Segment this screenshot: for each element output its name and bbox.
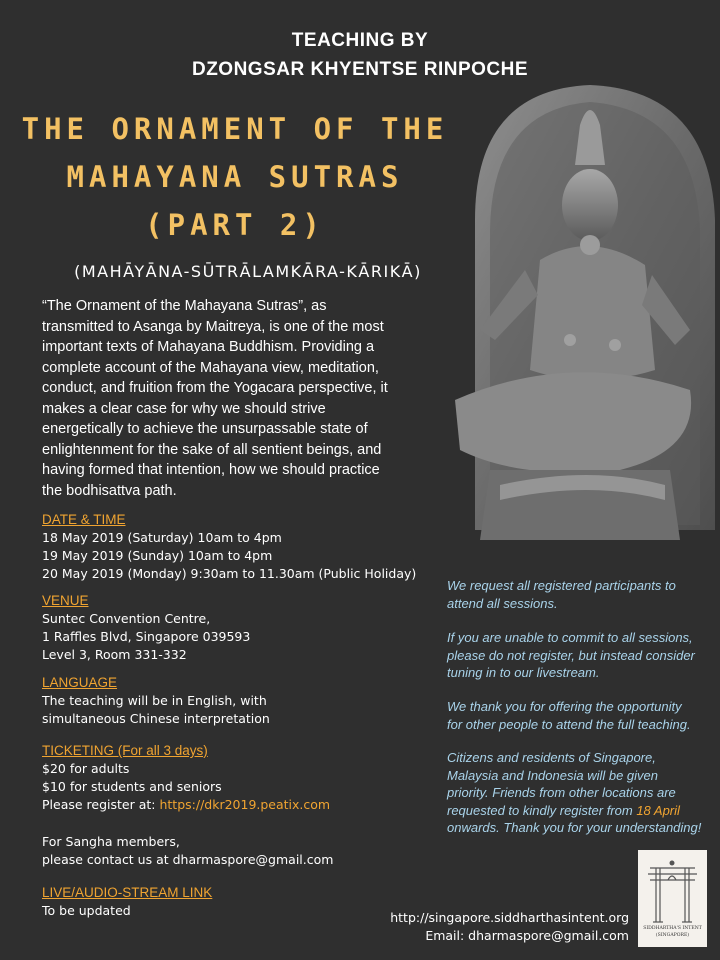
ticket-adults: $20 for adults bbox=[42, 761, 130, 776]
note-priority bbox=[447, 749, 717, 837]
intro-line: enlightenment for the sake of all sentient beings, and bbox=[42, 441, 382, 458]
intro-line: the bodhisattva path. bbox=[42, 482, 177, 499]
note-line: Malaysia and Indonesia will be given bbox=[447, 767, 659, 783]
note-line: tuning in to our livestream. bbox=[447, 665, 600, 680]
note-line: for other people to attend the full teaching. bbox=[447, 716, 691, 732]
note-thanks bbox=[447, 698, 717, 733]
bodhisattva-statue-image bbox=[420, 70, 720, 540]
note-line bbox=[447, 802, 717, 820]
sangha-line-2: please contact us at dharmaspore@gmail.com bbox=[42, 852, 334, 867]
stream-text: To be updated bbox=[42, 903, 131, 918]
header-line-1: TEACHING BY bbox=[291, 30, 429, 51]
intro-line: “The Ornament of the Mahayana Sutras”, as bbox=[42, 298, 327, 314]
intro-line: transmitted to Asanga by Maitreya, is one of the most bbox=[42, 318, 384, 335]
note-line: We thank you for offering the opportunity bbox=[447, 699, 682, 714]
date-line: 19 May 2019 (Sunday) 10am to 4pm bbox=[42, 548, 273, 563]
note-line: If you are unable to commit to all sessions, bbox=[447, 630, 693, 645]
footer-website[interactable]: http://singapore.siddharthasintent.org bbox=[390, 910, 629, 925]
intro-line: complete account of the Mahayana view, meditation, bbox=[42, 359, 379, 376]
note-attendance bbox=[447, 577, 717, 612]
siddharthas-intent-logo bbox=[638, 850, 707, 947]
note-livestream bbox=[447, 629, 717, 682]
note-register-date: 18 April bbox=[636, 802, 680, 818]
sangha-line-1: For Sangha members, bbox=[42, 834, 180, 849]
intro-line: having formed that intention, how we should practice bbox=[42, 462, 380, 478]
date-line: 20 May 2019 (Monday) 9:30am to 11.30am (Public Holiday) bbox=[42, 566, 417, 581]
ticketing-heading: TICKETING (For all 3 days) bbox=[42, 743, 208, 758]
register-link[interactable]: https://dkr2019.peatix.com bbox=[159, 797, 331, 812]
logo-subtext: (SINGAPORE) bbox=[655, 933, 690, 938]
intro-line: important texts of Mahayana Buddhism. Providing a bbox=[42, 339, 375, 355]
date-time-heading: DATE & TIME bbox=[42, 512, 126, 527]
venue-heading: VENUE bbox=[42, 593, 89, 608]
intro-line: conduct, and fruition from the Yogacara perspective, it bbox=[42, 380, 388, 396]
title-line-3: (PART 2) bbox=[145, 208, 325, 242]
intro-line: energetically to achieve the unsurpassable state of bbox=[42, 421, 368, 437]
date-line: 18 May 2019 (Saturday) 10am to 4pm bbox=[42, 530, 282, 545]
register-line bbox=[42, 797, 330, 812]
ticket-students: $10 for students and seniors bbox=[42, 779, 222, 794]
intro-line: makes a clear case for why we should strive bbox=[42, 400, 326, 417]
language-line: simultaneous Chinese interpretation bbox=[42, 711, 270, 726]
venue-line: 1 Raffles Blvd, Singapore 039593 bbox=[42, 629, 251, 644]
header-line-2: DZONGSAR KHYENTSE RINPOCHE bbox=[191, 59, 529, 80]
note-line: attend all sessions. bbox=[447, 595, 558, 611]
sanskrit-subtitle: (MAHĀYĀNA-SŪTRĀLAMKĀRA-KĀRIKĀ) bbox=[74, 262, 422, 281]
footer-email[interactable]: Email: dharmaspore@gmail.com bbox=[425, 928, 629, 943]
title-line-2: MAHAYANA SUTRAS bbox=[66, 160, 404, 194]
note-line: Citizens and residents of Singapore, bbox=[447, 750, 656, 765]
register-prefix: Please register at: bbox=[42, 797, 160, 812]
intro-paragraph bbox=[42, 296, 410, 501]
venue-line: Suntec Convention Centre, bbox=[42, 611, 211, 626]
note-register-prefix: requested to kindly register from bbox=[447, 802, 637, 818]
language-line: The teaching will be in English, with bbox=[42, 693, 267, 708]
logo-text: SIDDHARTHA'S INTENT bbox=[643, 926, 702, 931]
note-line: priority. Friends from other locations are bbox=[447, 785, 676, 800]
language-heading: LANGUAGE bbox=[42, 675, 118, 690]
venue-line: Level 3, Room 331-332 bbox=[42, 647, 187, 662]
note-line: onwards. Thank you for your understanding! bbox=[447, 820, 702, 835]
note-line: please do not register, but instead consider bbox=[447, 647, 695, 663]
stream-heading: LIVE/AUDIO-STREAM LINK bbox=[42, 885, 213, 900]
note-line: We request all registered participants to bbox=[447, 578, 676, 593]
title-line-1: THE ORNAMENT OF THE bbox=[21, 112, 449, 146]
